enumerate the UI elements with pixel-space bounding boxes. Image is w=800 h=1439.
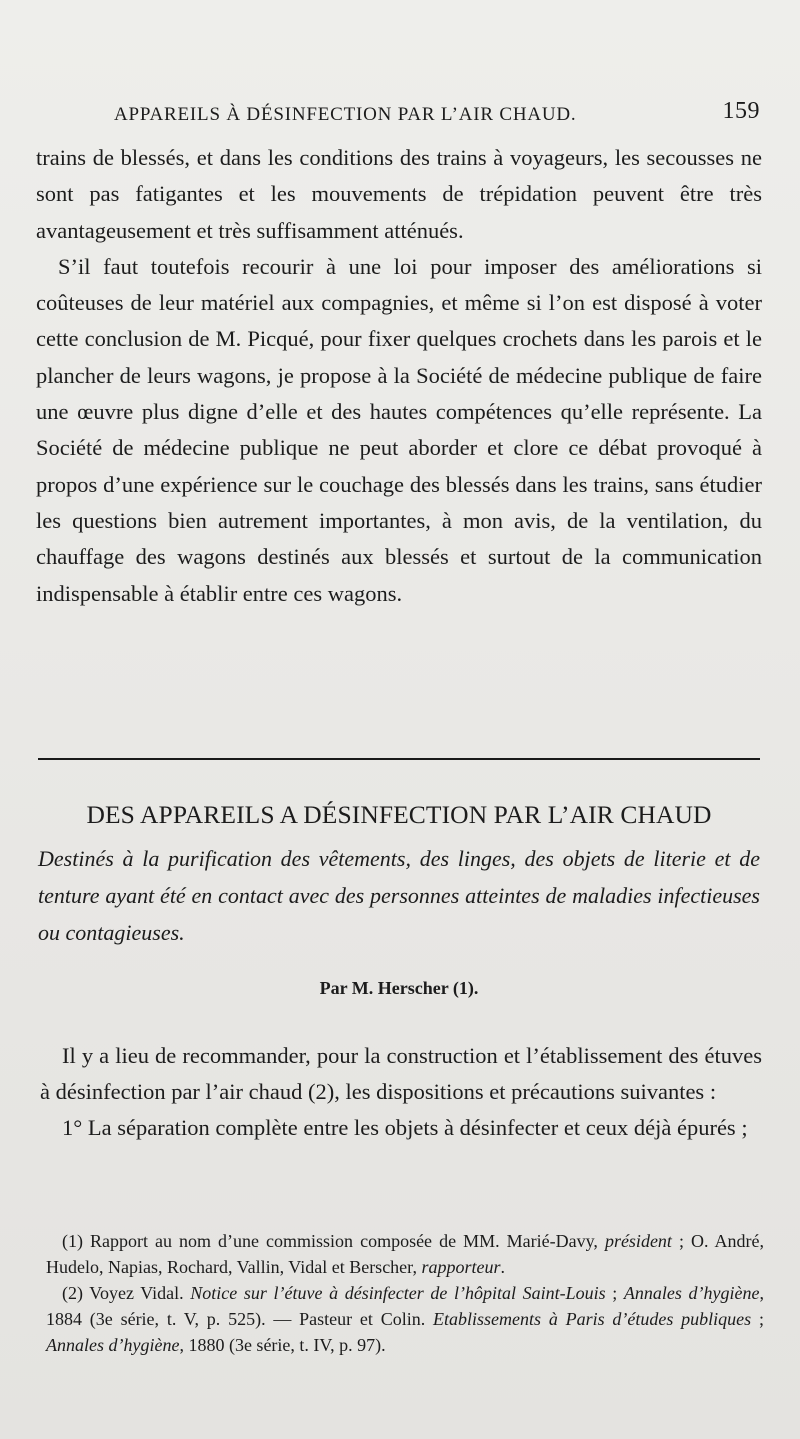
footnote-1-text-c: .	[500, 1257, 505, 1277]
section-divider	[38, 758, 760, 760]
running-head-title: APPAREILS À DÉSINFECTION PAR L’AIR CHAUD.	[114, 104, 577, 125]
section-subtitle-text: Destinés à la purification des vêtements, des linges, des objets de literie et de tenture ayant été en contact avec des personnes atteintes de maladies infectieuses ou contagieuses.	[38, 846, 760, 945]
footnote-2-text-a: (2) Voyez Vidal.	[62, 1283, 191, 1303]
footnote-2-etablissements: Etablissements à Paris d’études publiques	[433, 1309, 752, 1329]
footnote-2-notice: Notice sur l’étuve à désinfecter de l’hôpital Saint-Louis	[190, 1283, 606, 1303]
body-text-bottom	[40, 1038, 762, 1147]
paragraph-loi: S’il faut toutefois recourir à une loi pour imposer des améliorations si coûteuses de leur matériel aux compagnies, et même si l’on est disposé à voter cette conclusion de M. Picqué, pour fixer quelques crochets dans les parois et le plancher de leurs wagons, je propose à la Société de médecine publique de faire une œuvre plus digne d’elle et des hautes compétences qu’elle représente. La Société de médecine publique ne peut aborder et clore ce débat provoqué à propos d’une expérience sur le couchage des blessés dans les trains, sans étudier les questions bien autrement importantes, à mon avis, de la ventilation, du chauffage des wagons destinés aux blessés et surtout de la communication indispensable à établir entre ces wagons.	[36, 253, 762, 606]
footnote-2-text-e: , 1880 (3e série, t. IV, p. 97).	[179, 1335, 386, 1355]
section-subtitle	[38, 840, 760, 951]
footnote-2-annales-2: Annales d’hygiène	[46, 1335, 180, 1355]
section-title: DES APPAREILS A DÉSINFECTION PAR L’AIR CHAUD	[86, 800, 712, 829]
paragraph-trains: trains de blessés, et dans les conditions des trains à voyageurs, les secousses ne sont pas fatigantes et les mouvements de trépidation peuvent être très avantageusement et très suffisamment atténués.	[36, 145, 762, 243]
footnote-1-text-a: (1) Rapport au nom d’une commission composée de MM. Marié-Davy,	[62, 1231, 605, 1251]
footnote-2-text-b: ;	[605, 1283, 624, 1303]
footnote-2-annales-1: Annales d’hygiène	[623, 1283, 760, 1303]
footnote-1-president: président	[604, 1231, 672, 1251]
paragraph-recommander: Il y a lieu de recommander, pour la construction et l’établissement des étuves à désinfection par l’air chaud (2), les dispositions et précautions suivantes :	[40, 1043, 762, 1105]
footnotes	[46, 1228, 764, 1358]
body-text-top	[36, 140, 762, 612]
paragraph-separation: 1° La séparation complète entre les objets à désinfecter et ceux déjà épurés ;	[62, 1115, 748, 1141]
footnote-1-text-b: ; O. André, Hudelo, Napias, Rochard, Vallin, Vidal et Berscher,	[46, 1231, 764, 1277]
running-head	[96, 98, 760, 138]
footnote-1-rapporteur: rapporteur	[421, 1257, 501, 1277]
page-number: 159	[722, 98, 760, 124]
footnote-2-text-d: ;	[751, 1309, 764, 1329]
footnote-1	[46, 1228, 764, 1280]
section-author: Par M. Herscher (1).	[319, 978, 479, 998]
footnote-2-text-c: , 1884 (3e série, t. V, p. 525). — Pasteur et Colin.	[46, 1283, 764, 1329]
footnote-2	[46, 1280, 764, 1358]
